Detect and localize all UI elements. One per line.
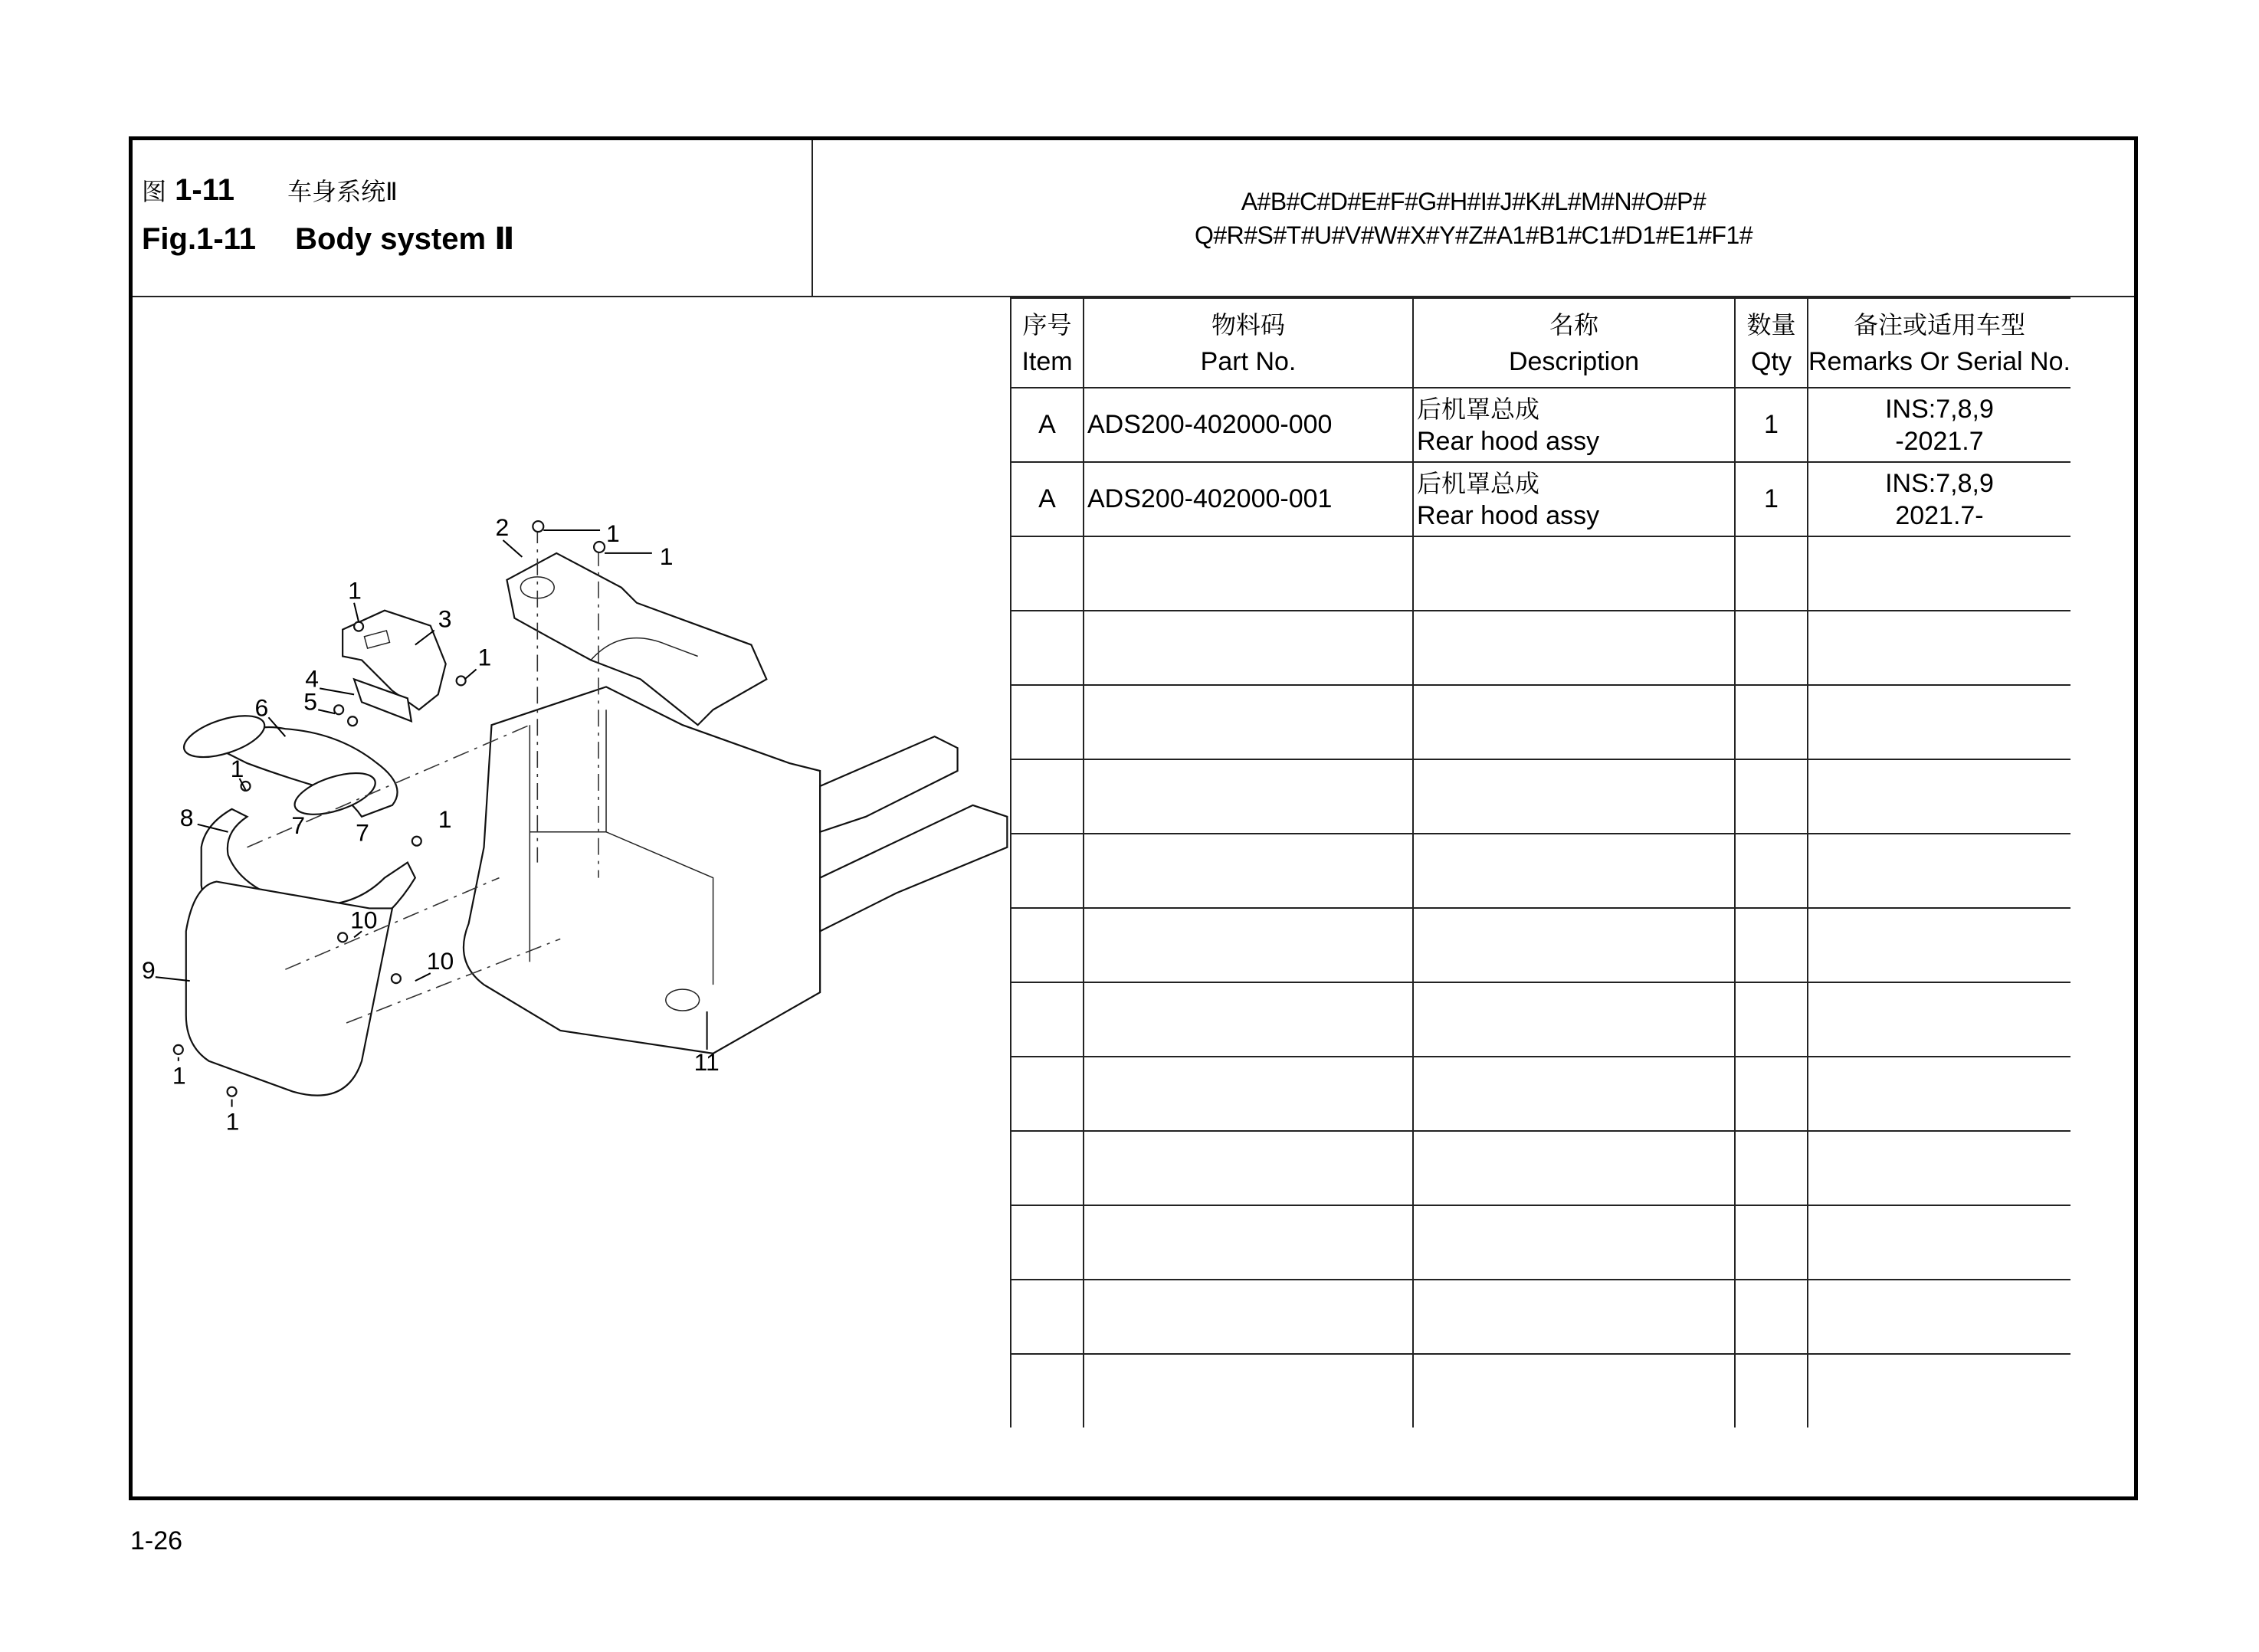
callout-9: 9 [141, 956, 156, 985]
empty-table-row [1011, 834, 2070, 908]
callout-10: 10 [426, 947, 454, 975]
callout-1: 1 [172, 1061, 186, 1090]
empty-table-row [1011, 1280, 2070, 1354]
description-cell: 后机罩总成 Rear hood assy [1413, 388, 1735, 462]
empty-table-row [1011, 1205, 2070, 1280]
figure-cn-title: 车身系统Ⅱ [287, 177, 398, 206]
qty-cell: 1 [1735, 462, 1808, 536]
callout-5: 5 [303, 687, 318, 716]
callout-4: 4 [305, 664, 320, 693]
exploded-parts-diagram [133, 297, 1014, 1496]
part-no-cell: ADS200-402000-001 [1084, 462, 1413, 536]
table-row [1011, 462, 2070, 536]
item-cell: A [1011, 462, 1084, 536]
col-header-qty: 数量 Qty [1735, 298, 1808, 388]
empty-table-row [1011, 1057, 2070, 1131]
item-cell: A [1011, 388, 1084, 462]
empty-table-row [1011, 982, 2070, 1057]
col-header-description: 名称 Description [1413, 298, 1735, 388]
figure-number: 1-11 [175, 173, 234, 207]
part-no-cell: ADS200-402000-000 [1084, 388, 1413, 462]
callout-1: 1 [225, 1107, 240, 1136]
remarks-cell: INS:7,8,9 -2021.7 [1808, 388, 2070, 462]
page-number: 1-26 [130, 1526, 183, 1555]
description-cell: 后机罩总成 Rear hood assy [1413, 462, 1735, 536]
empty-table-row [1011, 685, 2070, 759]
callout-1: 1 [606, 519, 620, 547]
callout-3: 3 [438, 605, 452, 633]
empty-table-row [1011, 1354, 2070, 1427]
serial-codes-line-2: Q#R#S#T#U#V#W#X#Y#Z#A1#B1#C1#D1#E1#F1# [1194, 221, 1753, 249]
empty-table-row [1011, 908, 2070, 982]
callout-10: 10 [350, 906, 378, 934]
callout-1: 1 [659, 542, 674, 570]
figure-title-cn [142, 172, 398, 208]
serial-code-block [813, 140, 2134, 297]
callout-7: 7 [291, 811, 306, 839]
parts-page-frame [129, 136, 2138, 1500]
callout-6: 6 [254, 693, 269, 722]
empty-table-row [1011, 611, 2070, 685]
empty-table-row [1011, 759, 2070, 834]
table-header-row [1011, 298, 2070, 388]
empty-table-row [1011, 536, 2070, 611]
figure-prefix-cn: 图 [142, 177, 167, 206]
callout-7: 7 [356, 818, 369, 847]
callout-11: 11 [693, 1047, 720, 1076]
callout-8: 8 [179, 803, 194, 831]
col-header-item: 序号 Item [1011, 298, 1084, 388]
callout-1: 1 [230, 755, 244, 783]
parts-table [1010, 297, 2070, 1427]
callout-2: 2 [495, 513, 510, 542]
figure-title-block [133, 140, 813, 297]
serial-codes-line-1: A#B#C#D#E#F#G#H#I#J#K#L#M#N#O#P# [1241, 187, 1707, 215]
table-row [1011, 388, 2070, 462]
remarks-cell: INS:7,8,9 2021.7- [1808, 462, 2070, 536]
figure-prefix-en: Fig.1-11 [142, 222, 256, 256]
truck-body-illustration [133, 297, 1014, 1496]
empty-table-row [1011, 1131, 2070, 1205]
callout-1: 1 [438, 805, 452, 833]
qty-cell: 1 [1735, 388, 1808, 462]
callout-1: 1 [348, 576, 362, 605]
figure-title-en [142, 221, 515, 257]
callout-1: 1 [477, 643, 492, 671]
col-header-remarks: 备注或适用车型 Remarks Or Serial No. [1808, 298, 2070, 388]
col-header-part-no: 物料码 Part No. [1084, 298, 1413, 388]
figure-en-title: Body system Ⅱ [295, 222, 515, 256]
